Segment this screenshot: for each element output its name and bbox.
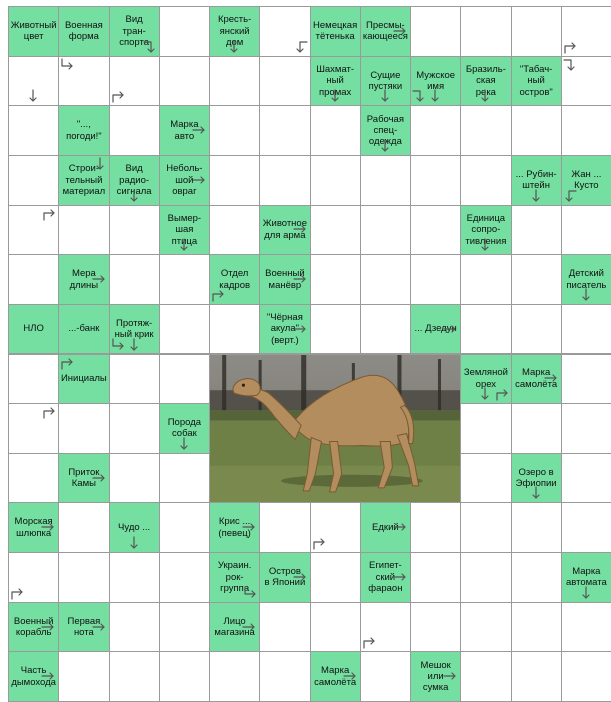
answer-cell[interactable] <box>159 6 210 57</box>
answer-cell[interactable] <box>159 651 210 702</box>
clue-text: Марка самолёта <box>515 367 558 390</box>
answer-cell[interactable] <box>561 105 611 156</box>
answer-cell[interactable] <box>159 304 210 355</box>
answer-cell[interactable] <box>58 403 109 454</box>
answer-cell[interactable] <box>360 205 411 256</box>
clue-text: Немецкая тётенька <box>313 19 358 43</box>
answer-cell[interactable] <box>511 403 562 454</box>
answer-cell[interactable] <box>460 602 511 653</box>
clue-text: Отдел кадров <box>219 268 251 291</box>
arrow-right-down-icon <box>142 39 158 55</box>
answer-cell[interactable] <box>460 502 511 553</box>
answer-cell[interactable] <box>310 304 361 355</box>
arrow-right-icon <box>342 668 358 684</box>
arrow-right-icon <box>91 619 107 635</box>
arrow-right-icon <box>91 271 107 287</box>
answer-cell[interactable] <box>360 254 411 305</box>
clue-text: Детский писатель <box>566 268 607 291</box>
answer-cell[interactable] <box>561 602 611 653</box>
clue-cell <box>58 304 109 355</box>
arrow-up-right-icon <box>41 404 57 420</box>
arrow-down-icon <box>377 138 393 154</box>
answer-cell[interactable] <box>460 6 511 57</box>
answer-cell[interactable] <box>259 502 310 553</box>
answer-cell[interactable] <box>259 56 310 107</box>
answer-cell[interactable] <box>410 6 461 57</box>
answer-cell[interactable] <box>561 651 611 702</box>
arrow-right-icon <box>292 271 308 287</box>
answer-cell[interactable] <box>8 354 59 405</box>
answer-cell[interactable] <box>8 155 59 206</box>
answer-cell[interactable] <box>410 105 461 156</box>
answer-cell[interactable] <box>159 602 210 653</box>
answer-cell[interactable] <box>460 403 511 454</box>
answer-cell[interactable] <box>460 453 511 504</box>
arrow-up-right-icon <box>361 634 377 650</box>
answer-cell[interactable] <box>8 254 59 305</box>
clue-cell <box>8 304 59 355</box>
answer-cell[interactable] <box>410 254 461 305</box>
arrow-right-icon <box>392 569 408 585</box>
answer-cell[interactable] <box>259 602 310 653</box>
arrow-up-right-icon <box>494 386 510 402</box>
clue-text: Кресть- янский дом <box>217 14 252 49</box>
arrow-down-icon <box>126 337 142 353</box>
arrow-right-icon <box>241 619 257 635</box>
answer-cell[interactable] <box>159 502 210 553</box>
answer-cell[interactable] <box>58 205 109 256</box>
arrow-down-icon <box>427 88 443 104</box>
clue-text: Чудо ... <box>118 522 151 534</box>
arrow-right-icon <box>392 23 408 39</box>
camel-image <box>210 355 460 503</box>
arrow-down-right-icon <box>110 337 126 353</box>
clue-text: НЛО <box>23 323 44 335</box>
answer-cell[interactable] <box>511 651 562 702</box>
answer-cell[interactable] <box>209 105 260 156</box>
clue-text: Марка самолёта <box>314 665 357 688</box>
answer-cell[interactable] <box>410 502 461 553</box>
answer-cell[interactable] <box>109 354 160 405</box>
arrow-right-icon <box>40 668 56 684</box>
arrow-right-icon <box>292 221 308 237</box>
arrow-right-icon <box>392 519 408 535</box>
answer-cell[interactable] <box>259 651 310 702</box>
answer-cell[interactable] <box>209 651 260 702</box>
answer-cell[interactable] <box>109 205 160 256</box>
clue-text: ...-банк <box>68 323 100 335</box>
clue-text: Шахмат- ный промах <box>316 63 355 98</box>
clue-text: Рабочая спец- одежда <box>366 113 404 148</box>
answer-cell[interactable] <box>360 651 411 702</box>
arrow-down-icon <box>92 156 108 172</box>
clue-text: Единица сопро- тивления <box>465 212 507 247</box>
clue-text: Марка автомата <box>565 565 607 589</box>
answer-cell[interactable] <box>460 254 511 305</box>
clue-text: Вид тран- спорта <box>119 14 150 49</box>
answer-cell[interactable] <box>310 205 361 256</box>
arrow-down-icon <box>126 188 142 204</box>
arrow-up-right-icon <box>41 206 57 222</box>
arrow-left-down-icon <box>562 188 578 204</box>
clue-text: Животное для арма <box>262 218 307 241</box>
clue-text: Вымер- шая птица <box>167 212 202 247</box>
answer-cell[interactable] <box>159 354 210 405</box>
answer-cell[interactable] <box>410 552 461 603</box>
clue-text: Сущие пустяки <box>368 69 403 92</box>
answer-cell[interactable] <box>410 205 461 256</box>
arrow-up-right-icon <box>210 287 226 303</box>
clue-text: Озеро в Эфиопии <box>515 466 557 490</box>
arrow-right-icon <box>292 321 308 337</box>
arrow-right-icon <box>543 370 559 386</box>
clue-text: Лицо магазина <box>214 615 255 639</box>
clue-text: Пресмы- кающееся <box>362 19 408 43</box>
arrow-left-down-icon <box>293 39 309 55</box>
answer-cell[interactable] <box>310 155 361 206</box>
answer-cell[interactable] <box>58 502 109 553</box>
arrow-down-icon <box>578 287 594 303</box>
answer-cell[interactable] <box>159 552 210 603</box>
answer-cell[interactable] <box>360 304 411 355</box>
clue-text: Инициалы <box>60 373 107 385</box>
clue-text: ... Дзедун <box>414 323 457 335</box>
clue-text: "Чёрная акула" (верт.) <box>266 312 303 346</box>
arrow-down-right-icon <box>242 585 258 601</box>
arrow-right-down-icon <box>411 88 427 104</box>
answer-cell[interactable] <box>511 552 562 603</box>
answer-cell[interactable] <box>460 105 511 156</box>
arrow-down-icon <box>477 88 493 104</box>
answer-cell[interactable] <box>58 552 109 603</box>
answer-cell[interactable] <box>310 105 361 156</box>
answer-cell[interactable] <box>209 56 260 107</box>
answer-cell[interactable] <box>410 155 461 206</box>
clue-text: Мешок или сумка <box>420 659 451 694</box>
answer-cell[interactable] <box>109 602 160 653</box>
arrow-down-icon <box>477 386 493 402</box>
camel-photo <box>209 354 461 504</box>
clue-cell <box>8 6 59 57</box>
arrow-right-down-icon <box>562 57 578 73</box>
answer-cell[interactable] <box>159 254 210 305</box>
arrow-down-icon <box>377 88 393 104</box>
clue-text: Земляной орех <box>463 367 508 390</box>
answer-cell[interactable] <box>460 552 511 603</box>
answer-cell[interactable] <box>109 254 160 305</box>
answer-cell[interactable] <box>410 602 461 653</box>
arrow-down-icon <box>578 585 594 601</box>
arrow-down-icon <box>176 436 192 452</box>
arrow-down-icon <box>327 88 343 104</box>
answer-cell[interactable] <box>310 602 361 653</box>
answer-cell[interactable] <box>511 254 562 305</box>
arrow-down-icon <box>528 485 544 501</box>
clue-cell <box>511 56 562 107</box>
answer-cell[interactable] <box>561 354 611 405</box>
answer-cell[interactable] <box>511 105 562 156</box>
answer-cell[interactable] <box>209 205 260 256</box>
answer-cell[interactable] <box>209 304 260 355</box>
arrow-down-icon <box>226 39 242 55</box>
clue-text: Марка авто <box>170 119 199 142</box>
answer-cell[interactable] <box>259 105 310 156</box>
clue-text: Военный манёвр <box>265 268 305 291</box>
answer-cell[interactable] <box>511 6 562 57</box>
answer-cell[interactable] <box>561 453 611 504</box>
clue-cell <box>58 6 109 57</box>
answer-cell[interactable] <box>259 155 310 206</box>
answer-cell[interactable] <box>460 155 511 206</box>
answer-cell[interactable] <box>561 304 611 355</box>
answer-cell[interactable] <box>460 651 511 702</box>
arrow-up-right-icon <box>562 39 578 55</box>
arrow-up-right-icon <box>311 535 327 551</box>
answer-cell[interactable] <box>511 205 562 256</box>
arrow-right-icon <box>442 668 458 684</box>
answer-cell[interactable] <box>109 552 160 603</box>
answer-cell[interactable] <box>511 502 562 553</box>
clue-text: Строи- тельный материал <box>62 163 106 197</box>
answer-cell[interactable] <box>310 552 361 603</box>
arrow-right-icon <box>40 519 56 535</box>
arrow-right-icon <box>292 569 308 585</box>
clue-text: Бразиль- ская река <box>465 63 506 98</box>
arrow-down-icon <box>477 237 493 253</box>
answer-cell[interactable] <box>159 56 210 107</box>
arrow-up-right-icon <box>59 355 75 371</box>
clue-text: Приток Камы <box>68 466 100 490</box>
arrow-right-icon <box>191 122 207 138</box>
arrow-up-right-icon <box>110 88 126 104</box>
clue-cell <box>58 105 109 156</box>
answer-cell[interactable] <box>109 403 160 454</box>
clue-text: Крис ... (певец) <box>218 516 251 539</box>
clue-text: "Табач- ный остров" <box>519 63 553 98</box>
arrow-right-icon <box>40 619 56 635</box>
answer-cell[interactable] <box>561 403 611 454</box>
clue-text: Военная форма <box>64 19 103 43</box>
answer-cell[interactable] <box>159 453 210 504</box>
clue-text: Морская шлюпка <box>14 516 53 539</box>
clue-text: Жан ... Кусто <box>571 168 602 192</box>
arrow-right-icon <box>191 172 207 188</box>
answer-cell[interactable] <box>511 602 562 653</box>
clue-text: Украин. рок- группа <box>217 560 252 595</box>
clue-text: Египет- ский фараон <box>368 560 403 595</box>
clue-text: Животный цвет <box>10 19 57 43</box>
clue-text: Протяж- ный крик <box>114 317 154 341</box>
arrow-down-icon <box>126 535 142 551</box>
clue-cell <box>310 6 361 57</box>
arrow-down-icon <box>528 188 544 204</box>
clue-text: Военный корабль <box>13 615 54 639</box>
answer-cell[interactable] <box>109 105 160 156</box>
answer-cell[interactable] <box>58 651 109 702</box>
answer-cell[interactable] <box>209 155 260 206</box>
arrow-right-icon <box>442 321 458 337</box>
clue-text: Едкий <box>372 522 399 534</box>
clue-text: Мужское имя <box>416 69 456 92</box>
answer-cell[interactable] <box>460 304 511 355</box>
clue-text: Вид радио- сигнала <box>116 163 152 197</box>
clue-text: Порода собак <box>167 417 202 440</box>
clue-text: Часть дымохода <box>11 665 56 688</box>
answer-cell[interactable] <box>511 304 562 355</box>
clue-text: Остров в Японии <box>264 565 306 589</box>
clue-text: Мера длины <box>69 268 99 291</box>
clue-text: ... Рубин- штейн <box>515 168 557 192</box>
arrow-down-right-icon <box>59 57 75 73</box>
answer-cell[interactable] <box>310 254 361 305</box>
clue-text: "..., погоди!" <box>66 119 102 142</box>
answer-cell[interactable] <box>109 453 160 504</box>
clue-text: Неболь- шой овраг <box>166 163 203 197</box>
answer-cell[interactable] <box>561 205 611 256</box>
arrow-up-right-icon <box>9 585 25 601</box>
clue-text: Первая нота <box>67 615 101 639</box>
answer-cell[interactable] <box>360 155 411 206</box>
arrow-down-icon <box>25 88 41 104</box>
arrow-right-icon <box>241 519 257 535</box>
arrow-down-icon <box>176 237 192 253</box>
arrow-right-icon <box>91 470 107 486</box>
answer-cell[interactable] <box>8 105 59 156</box>
answer-cell[interactable] <box>109 651 160 702</box>
answer-cell[interactable] <box>561 502 611 553</box>
answer-cell[interactable] <box>8 453 59 504</box>
